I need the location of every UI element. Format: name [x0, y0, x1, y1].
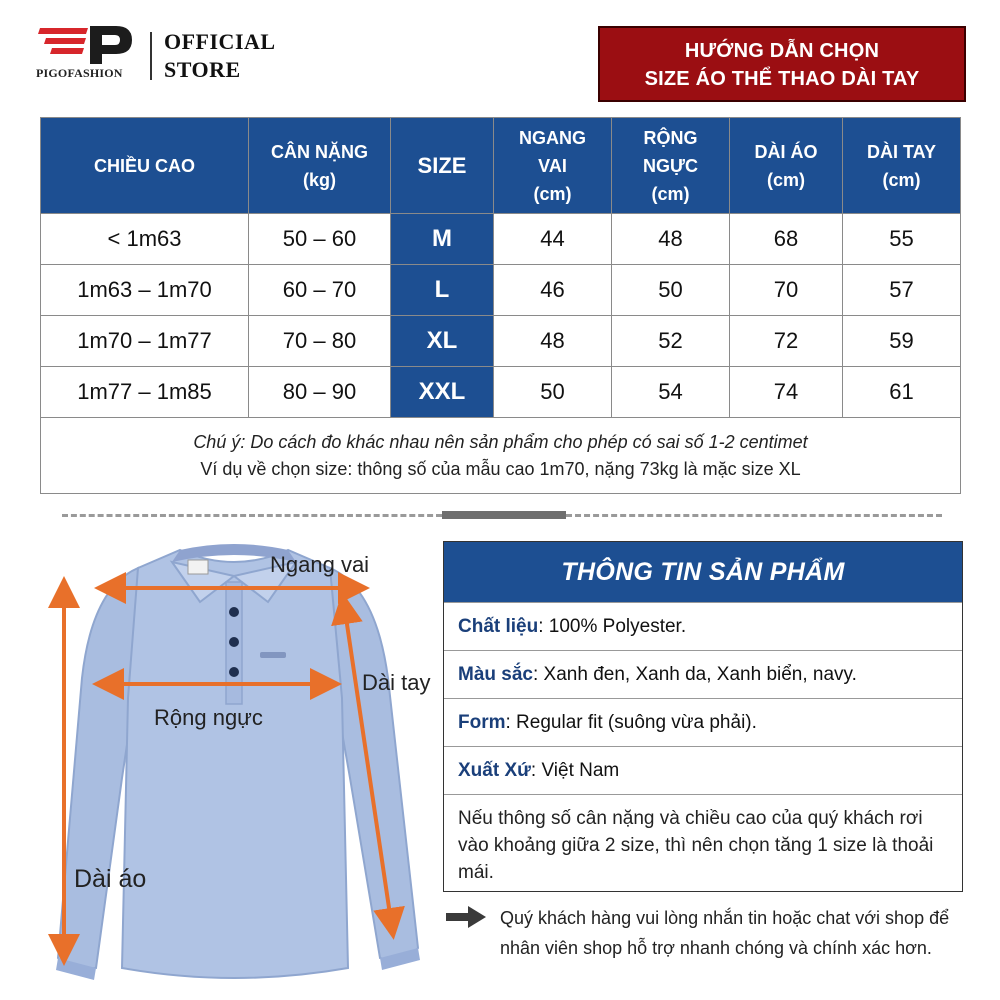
store-line-2: STORE	[164, 57, 241, 82]
cell-shoulder: 46	[494, 265, 612, 316]
cell-chest: 54	[612, 367, 730, 418]
table-note	[41, 418, 961, 494]
cell-length: 74	[730, 367, 843, 418]
label-shoulder-width: Ngang vai	[270, 552, 370, 577]
cell-shoulder: 44	[494, 214, 612, 265]
cell-shoulder: 48	[494, 316, 612, 367]
cell-chest: 48	[612, 214, 730, 265]
info-row-origin	[444, 746, 962, 794]
header-weight: CÂN NẶNG (kg)	[249, 118, 391, 214]
cell-sleeve: 61	[843, 367, 961, 418]
label-shirt-length: Dài áo	[74, 865, 147, 893]
table-header-row	[41, 118, 961, 214]
header-sleeve: DÀI TAY (cm)	[843, 118, 961, 214]
shirt-illustration-icon	[30, 528, 450, 996]
divider-center-bar	[442, 511, 566, 519]
cell-size: L	[391, 265, 494, 316]
info-key: Chất liệu	[458, 616, 539, 637]
product-info-title: THÔNG TIN SẢN PHẨM	[444, 542, 962, 602]
cell-weight: 50 – 60	[249, 214, 391, 265]
info-row-material	[444, 602, 962, 650]
label-chest-width: Rộng ngực	[154, 705, 263, 730]
table-row	[41, 316, 961, 367]
note-tolerance: Chú ý: Do cách đo khác nhau nên sản phẩm cho phép có sai số 1-2 centimet	[193, 431, 808, 452]
size-advice-note: Nếu thông số cân nặng và chiều cao của quý khách rơi vào khoảng giữa 2 size, thì nên chọn tăng 1 size là thoải mái.	[444, 794, 962, 896]
info-key: Màu sắc	[458, 664, 533, 685]
cell-height: 1m77 – 1m85	[41, 367, 249, 418]
size-chart-table	[40, 117, 961, 494]
info-key: Xuất Xứ	[458, 760, 531, 781]
cell-chest: 50	[612, 265, 730, 316]
cell-size: M	[391, 214, 494, 265]
cell-weight: 80 – 90	[249, 367, 391, 418]
cell-height: 1m70 – 1m77	[41, 316, 249, 367]
label-sleeve-length: Dài tay	[362, 670, 431, 695]
size-guide-banner	[598, 26, 966, 102]
header-chest: RỘNG NGỰC (cm)	[612, 118, 730, 214]
product-info-panel	[443, 541, 963, 892]
cell-size: XXL	[391, 367, 494, 418]
header-shoulder: NGANG VAI (cm)	[494, 118, 612, 214]
cell-height: < 1m63	[41, 214, 249, 265]
guide-title-line-1: HƯỚNG DẪN CHỌN	[684, 40, 880, 62]
table-row	[41, 265, 961, 316]
cell-length: 68	[730, 214, 843, 265]
info-value: : Xanh đen, Xanh da, Xanh biển, navy.	[532, 664, 857, 685]
header-divider	[150, 32, 152, 80]
info-value: : Việt Nam	[530, 760, 620, 781]
cell-chest: 52	[612, 316, 730, 367]
note-example: Ví dụ về chọn size: thông số của mẫu cao 1m70, nặng 73kg là mặc size XL	[200, 458, 801, 479]
brand-name: PIGOFASHION	[36, 66, 123, 80]
dashed-divider-right	[566, 514, 942, 517]
table-row	[41, 367, 961, 418]
cell-sleeve: 57	[843, 265, 961, 316]
right-arrow-icon	[446, 906, 486, 928]
info-value: : 100% Polyester.	[538, 616, 687, 637]
info-value: : Regular fit (suông vừa phải).	[505, 712, 757, 733]
table-note-row	[41, 418, 961, 494]
contact-note: Quý khách hàng vui lòng nhắn tin hoặc chat với shop để nhân viên shop hỗ trợ nhanh chóng và chính xác hơn.	[500, 908, 950, 958]
dashed-divider-left	[62, 514, 442, 517]
cell-length: 70	[730, 265, 843, 316]
info-key: Form	[458, 712, 506, 733]
cell-size: XL	[391, 316, 494, 367]
cell-sleeve: 55	[843, 214, 961, 265]
info-row-colors	[444, 650, 962, 698]
cell-shoulder: 50	[494, 367, 612, 418]
cell-height: 1m63 – 1m70	[41, 265, 249, 316]
header-size: SIZE	[391, 118, 494, 214]
info-row-form	[444, 698, 962, 746]
cell-weight: 70 – 80	[249, 316, 391, 367]
official-store-label	[164, 28, 276, 84]
guide-title-line-2: SIZE ÁO THỂ THAO DÀI TAY	[644, 68, 920, 90]
cell-sleeve: 59	[843, 316, 961, 367]
cell-length: 72	[730, 316, 843, 367]
cell-weight: 60 – 70	[249, 265, 391, 316]
store-line-1: OFFICIAL	[164, 29, 276, 54]
header-height: CHIỀU CAO	[41, 118, 249, 214]
table-row	[41, 214, 961, 265]
header-length: DÀI ÁO (cm)	[730, 118, 843, 214]
